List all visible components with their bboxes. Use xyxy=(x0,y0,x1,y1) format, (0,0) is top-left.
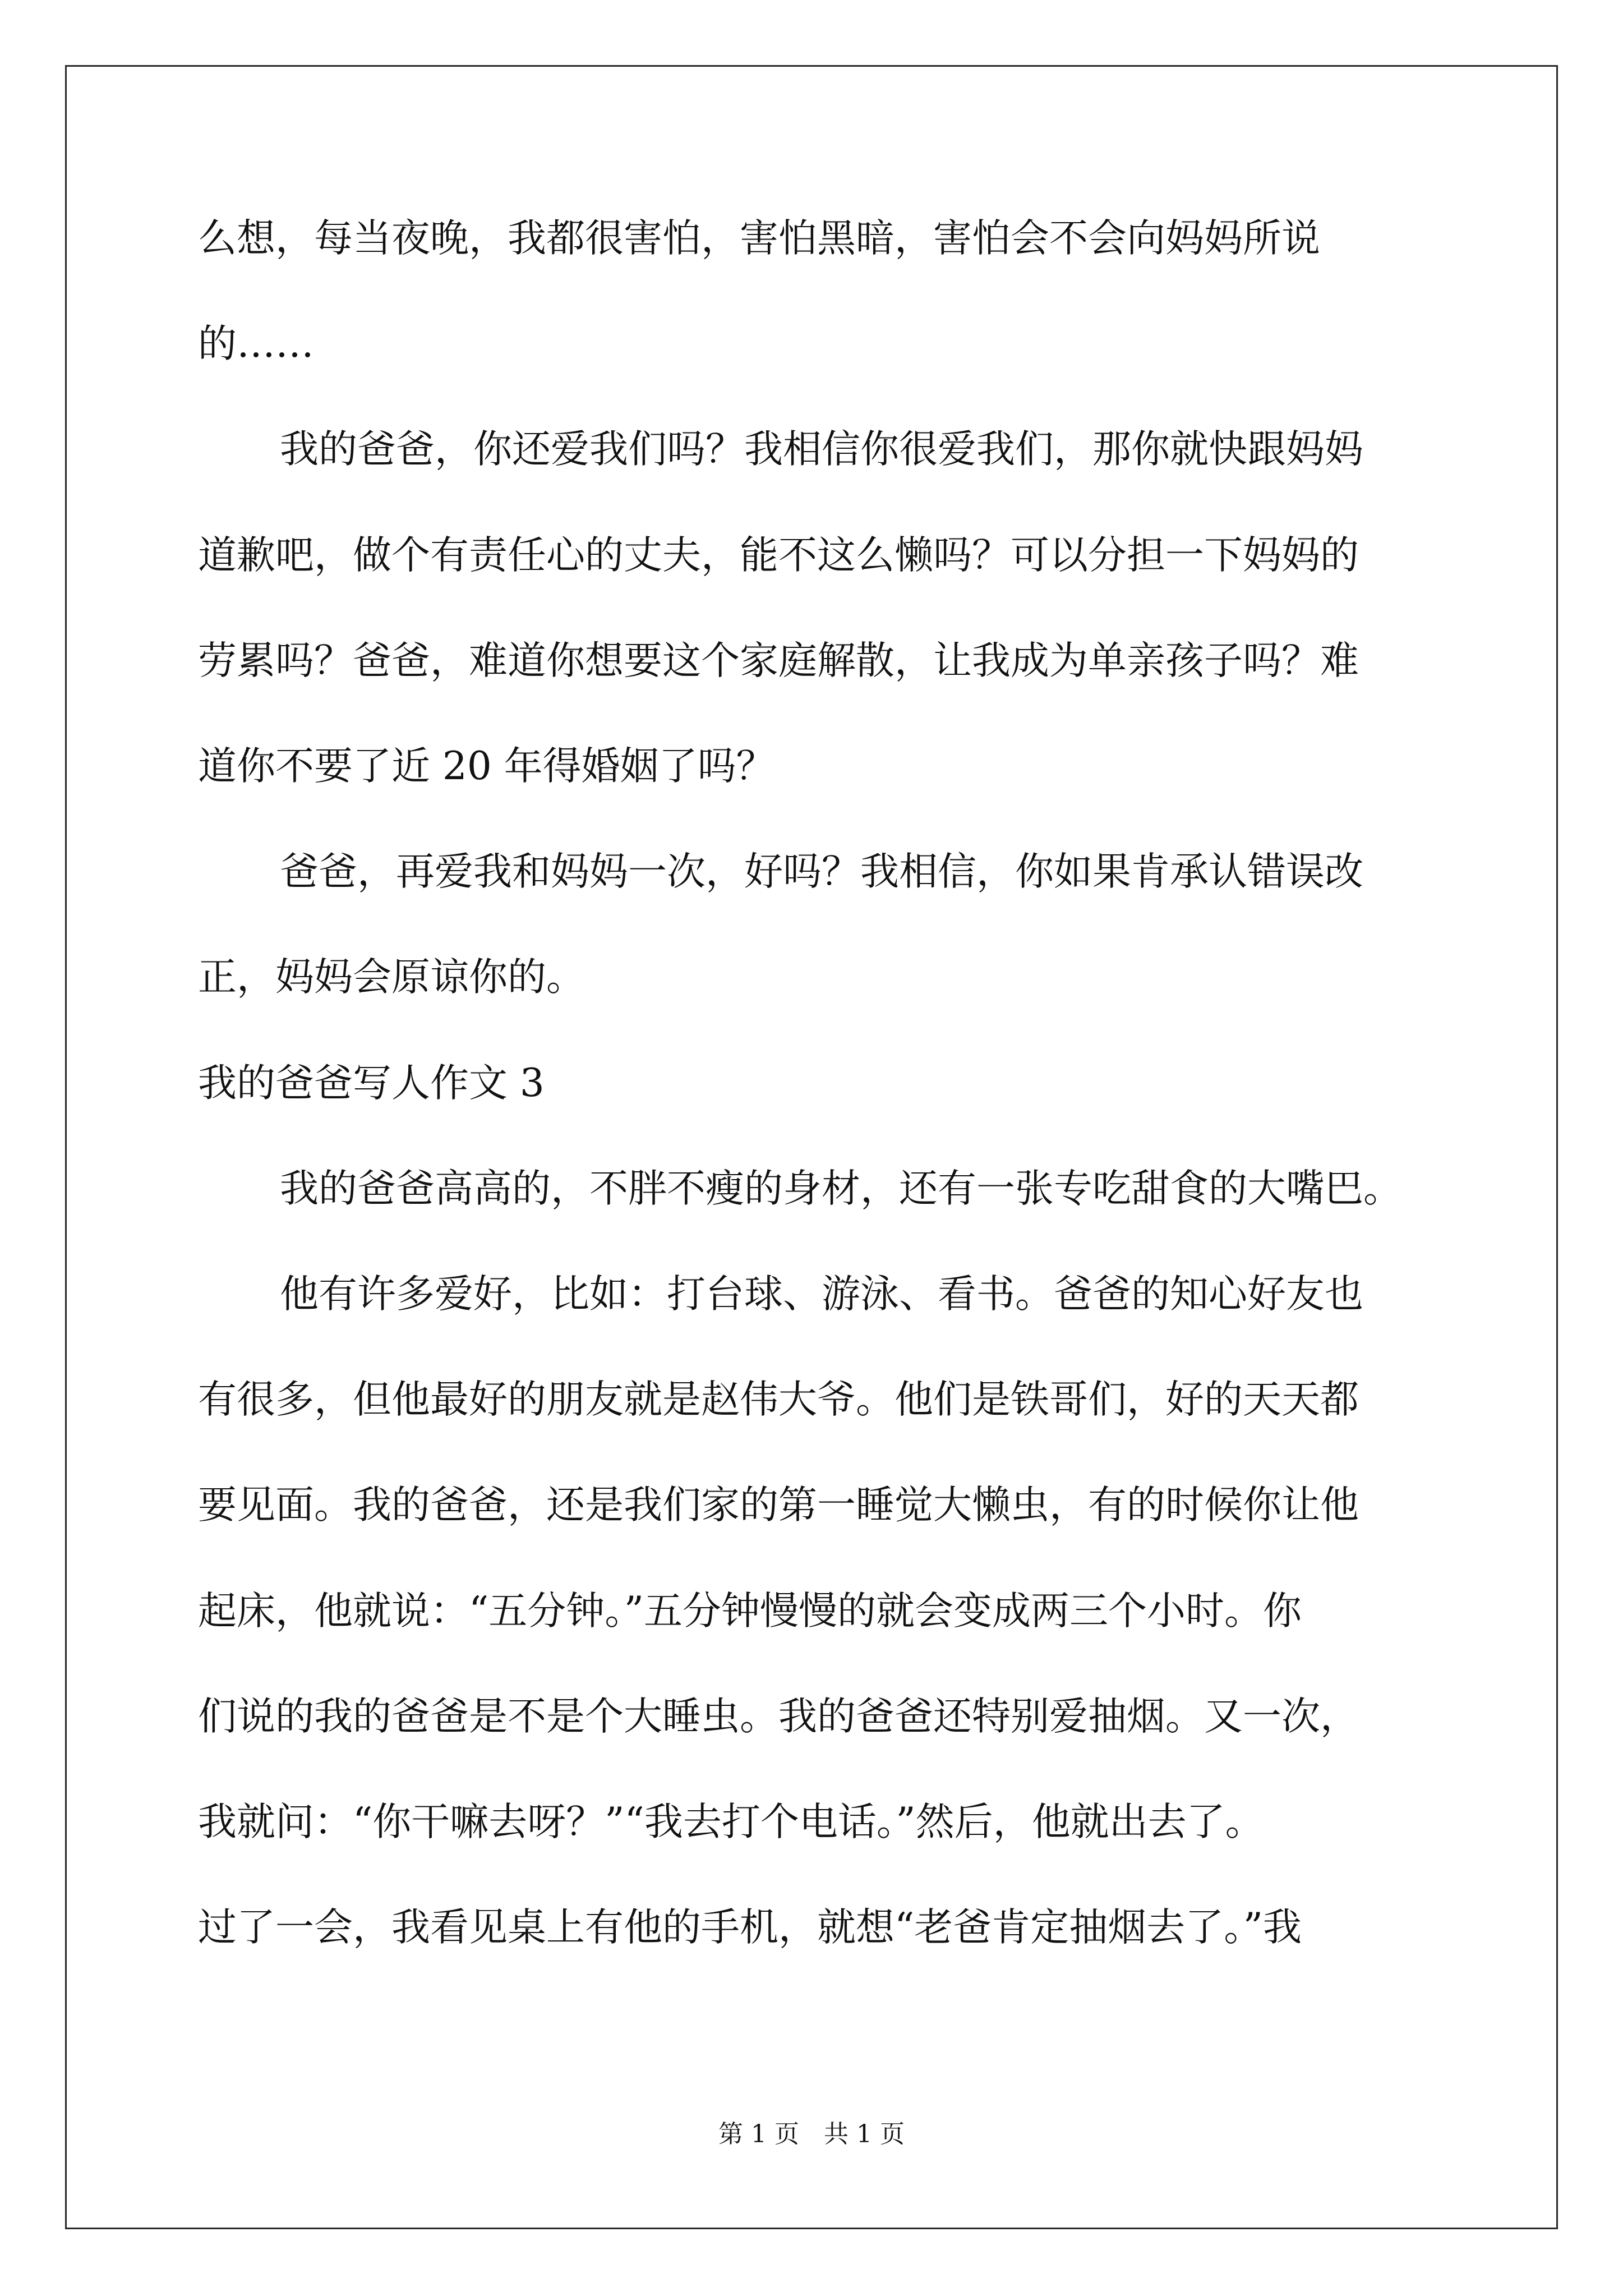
text-line: 起床，他就说：“五分钟。”五分钟慢慢的就会变成两三个小时。你 xyxy=(198,1589,1302,1634)
text-line: 的…… xyxy=(198,321,314,366)
paragraph-start: 他有许多爱好，比如：打台球、游泳、看书。爸爸的知心好友也 xyxy=(280,1272,1363,1317)
text-line: 道歉吧，做个有责任心的丈夫，能不这么懒吗？可以分担一下妈妈的 xyxy=(198,533,1359,578)
text-line: 有很多，但他最好的朋友就是赵伟大爷。他们是铁哥们，好的天天都 xyxy=(198,1377,1359,1422)
text-line: 们说的我的爸爸是不是个大睡虫。我的爸爸还特别爱抽烟。又一次， xyxy=(198,1694,1359,1739)
paragraph-start: 我的爸爸，你还爱我们吗？我相信你很爱我们，那你就快跟妈妈 xyxy=(280,427,1363,472)
section-heading: 我的爸爸写人作文 3 xyxy=(198,1061,545,1106)
text-line: 么想，每当夜晚，我都很害怕，害怕黑暗，害怕会不会向妈妈所说 xyxy=(198,216,1320,261)
paragraph-start: 爸爸，再爱我和妈妈一次，好吗？我相信，你如果肯承认错误改 xyxy=(280,849,1363,894)
text-line: 我就问：“你干嘛去呀？”“我去打个电话。”然后，他就出去了。 xyxy=(198,1800,1264,1844)
page-number-footer: 第 1 页 共 1 页 xyxy=(718,2120,905,2148)
paragraph-start: 我的爸爸高高的，不胖不瘦的身材，还有一张专吃甜食的大嘴巴。 xyxy=(280,1166,1402,1211)
text-line: 要见面。我的爸爸，还是我们家的第一睡觉大懒虫，有的时候你让他 xyxy=(198,1483,1359,1527)
text-line: 劳累吗？爸爸，难道你想要这个家庭解散，让我成为单亲孩子吗？难 xyxy=(198,638,1359,683)
text-line: 正，妈妈会原谅你的。 xyxy=(198,955,585,1000)
text-line: 道你不要了近 20 年得婚姻了吗？ xyxy=(198,744,775,789)
text-line: 过了一会，我看见桌上有他的手机，就想“老爸肯定抽烟去了。”我 xyxy=(198,1905,1302,1950)
